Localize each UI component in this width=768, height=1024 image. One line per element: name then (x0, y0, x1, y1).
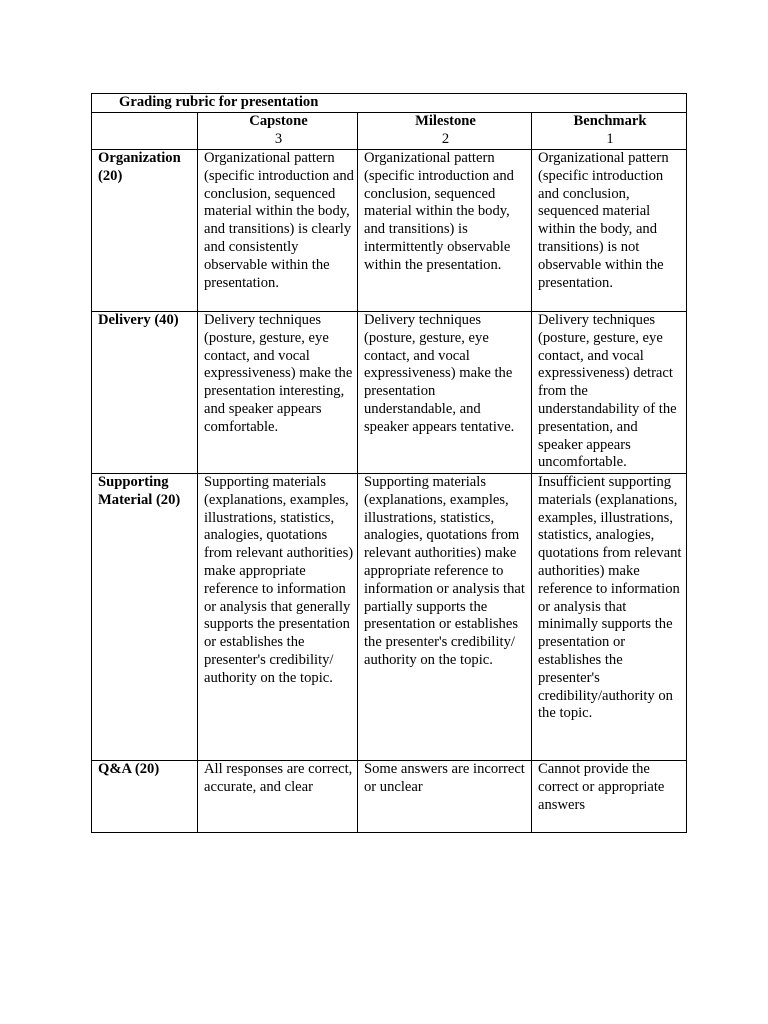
rubric-cell-capstone: Organizational pattern (specific introduction and conclusion, sequenced material within the body, and transitions) is clearly and consistently observable within the presentation. (198, 150, 358, 312)
level-score: 3 (274, 130, 283, 147)
rubric-cell-milestone: Organizational pattern (specific introduction and conclusion, sequenced material within the body, and transitions) is intermittently observable within the presentation. (358, 150, 532, 312)
header-row (92, 113, 687, 150)
rubric-cell-benchmark: Organizational pattern (specific introduction and conclusion, sequenced material within the body, and transitions) is not observable within the presentation. (532, 150, 687, 312)
level-score: 2 (441, 130, 450, 147)
level-name: Benchmark (573, 113, 647, 129)
rubric-row-organization (92, 150, 687, 312)
grading-rubric-table (91, 93, 687, 833)
criterion-label: Q&A (20) (92, 761, 198, 833)
rubric-row-qa (92, 761, 687, 833)
rubric-cell-capstone: Supporting materials (explanations, examples, illustrations, statistics, analogies, quotations from relevant authorities) make appropriate reference to information or analysis that generally supports the presentation or establishes the presenter's credibility/ authority on the topic. (198, 474, 358, 761)
level-score: 1 (606, 130, 614, 147)
rubric-cell-capstone: All responses are correct, accurate, and clear (198, 761, 358, 833)
title-row (92, 94, 687, 113)
criterion-label: Organization (20) (92, 150, 198, 312)
rubric-row-supporting-material (92, 474, 687, 761)
criterion-label: Delivery (40) (92, 312, 198, 474)
criterion-label: Supporting Material (20) (92, 474, 198, 761)
rubric-row-delivery (92, 312, 687, 474)
rubric-cell-milestone: Some answers are incorrect or unclear (358, 761, 532, 833)
rubric-cell-milestone: Supporting materials (explanations, examples, illustrations, statistics, analogies, quotations from relevant authorities) make appropriate reference to information or analysis that partially supports the presentation or establishes the presenter's credibility/ authority on the topic. (358, 474, 532, 761)
header-corner-cell (92, 113, 198, 150)
rubric-cell-benchmark: Delivery techniques (posture, gesture, eye contact, and vocal expressiveness) detract from the understandability of the presentation, and speaker appears uncomfortable. (532, 312, 687, 474)
rubric-cell-capstone: Delivery techniques (posture, gesture, eye contact, and vocal expressiveness) make the presentation interesting, and speaker appears comfortable. (198, 312, 358, 474)
rubric-cell-milestone: Delivery techniques (posture, gesture, eye contact, and vocal expressiveness) make the presentation understandable, and speaker appears tentative. (358, 312, 532, 474)
level-name: Milestone (415, 113, 476, 129)
rubric-cell-benchmark: Insufficient supporting materials (explanations, examples, illustrations, statistics, analogies, quotations from relevant authorities) make reference to information or analysis that minimally supports the presentation or establishes the presenter's credibility/authority on the topic. (532, 474, 687, 761)
rubric-cell-benchmark: Cannot provide the correct or appropriate answers (532, 761, 687, 833)
level-header-milestone (358, 113, 532, 150)
level-name: Capstone (249, 113, 308, 129)
rubric-title: Grading rubric for presentation (92, 94, 687, 113)
level-header-capstone (198, 113, 358, 150)
level-header-benchmark (532, 113, 687, 150)
